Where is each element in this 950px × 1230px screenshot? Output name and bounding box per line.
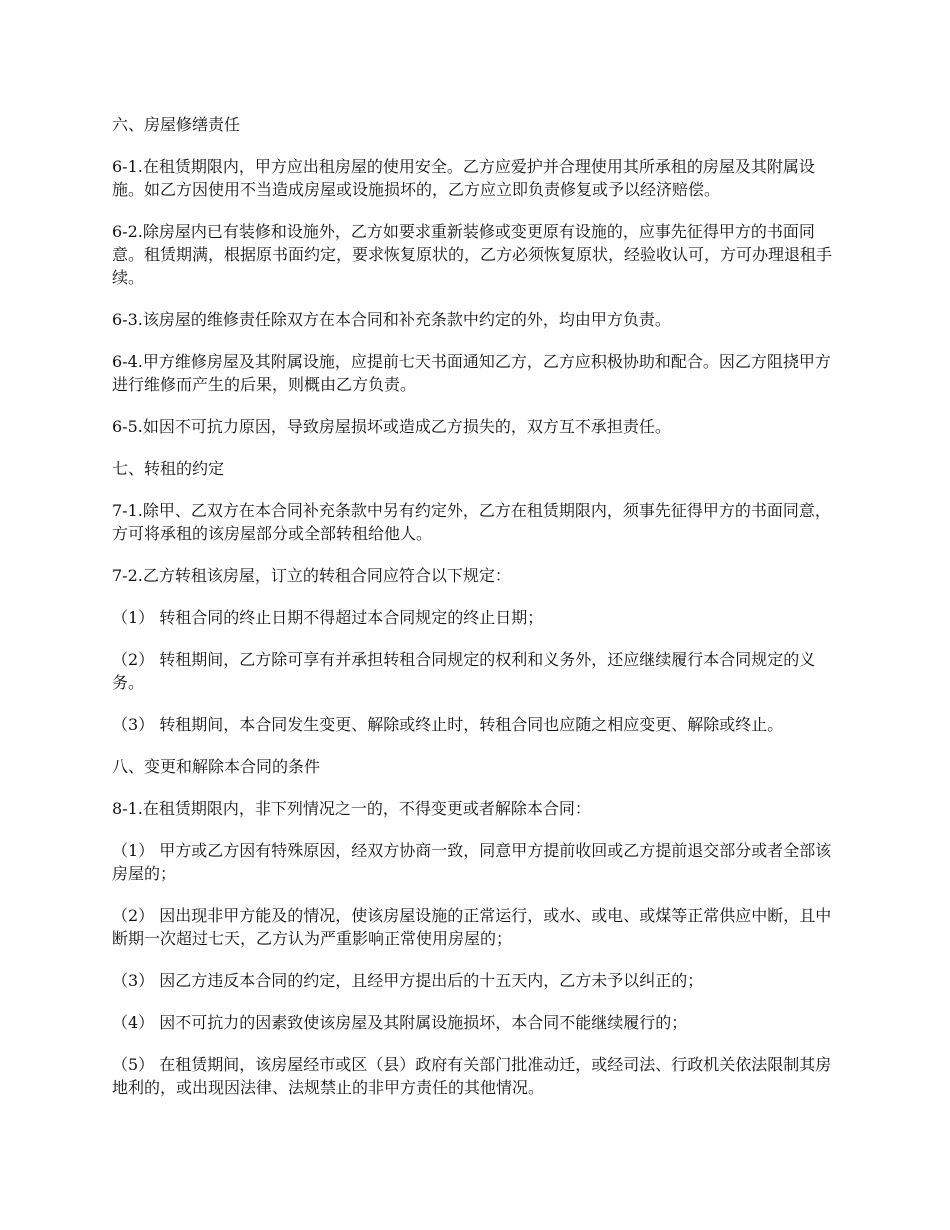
clause-7-2-item-1: （1） 转租合同的终止日期不得超过本合同规定的终止日期； <box>112 608 544 627</box>
clause-7-2: 7-2.乙方转租该房屋，订立的转租合同应符合以下规定： <box>112 566 511 585</box>
clause-8-1-item-1: （1） 甲方或乙方因有特殊原因，经双方协商一致，同意甲方提前收回或乙方提前退交部分或者全部该房屋的； <box>112 841 832 883</box>
clause-7-1: 7-1.除甲、乙双方在本合同补充条款中另有约定外，乙方在租赁期限内，须事先征得甲方的书面同意，方可将承租的该房屋部分或全部转租给他人。 <box>112 501 831 543</box>
clause-8-1: 8-1.在租赁期限内，非下列情况之一的，不得变更或者解除本合同： <box>112 799 591 818</box>
clause-6-5: 6-5.如因不可抗力原因，导致房屋损坏或造成乙方损失的，双方互不承担责任。 <box>112 417 671 436</box>
clause-8-1-item-2: （2） 因出现非甲方能及的情况，使该房屋设施的正常运行，或水、或电、或煤等正常供应中断，且中断期一次超过七天，乙方认为严重影响正常使用房屋的； <box>112 906 832 948</box>
clause-6-3: 6-3.该房屋的维修责任除双方在本合同和补充条款中约定的外，均由甲方负责。 <box>112 310 671 329</box>
clause-7-2-item-3: （3） 转租期间，本合同发生变更、解除或终止时，转租合同也应随之相应变更、解除或终止。 <box>112 715 784 734</box>
section-6-heading: 六、房屋修缮责任 <box>112 115 241 134</box>
clause-6-1: 6-1.在租赁期限内，甲方应出租房屋的使用安全。乙方应爱护并合理使用其所承租的房屋及其附属设施。如乙方因使用不当造成房屋或设施损坏的，乙方应立即负责修复或予以经济赔偿。 <box>112 157 815 199</box>
clause-8-1-item-3: （3） 因乙方违反本合同的约定，且经甲方提出后的十五天内，乙方未予以纠正的； <box>112 971 704 990</box>
clause-6-4: 6-4.甲方维修房屋及其附属设施，应提前七天书面通知乙方，乙方应积极协助和配合。因乙方阻挠甲方进行维修而产生的后果，则概由乙方负责。 <box>112 352 831 394</box>
clause-6-2: 6-2.除房屋内已有装修和设施外，乙方如要求重新装修或变更原有设施的，应事先征得甲方的书面同意。租赁期满，根据原书面约定，要求恢复原状的，乙方必须恢复原状，经验收认可，方可办理退租手续。 <box>112 222 833 287</box>
section-7-heading: 七、转租的约定 <box>112 459 225 478</box>
section-8-heading: 八、变更和解除本合同的条件 <box>112 757 321 776</box>
clause-7-2-item-2: （2） 转租期间，乙方除可享有并承担转租合同规定的权利和义务外，还应继续履行本合同规定的义务。 <box>112 650 816 692</box>
document-page <box>112 113 842 1118</box>
clause-8-1-item-5: （5） 在租赁期间，该房屋经市或区（县）政府有关部门批准动迁，或经司法、行政机关依法限制其房地利的，或出现因法律、法规禁止的非甲方责任的其他情况。 <box>112 1055 832 1097</box>
clause-8-1-item-4: （4） 因不可抗力的因素致使该房屋及其附属设施损坏，本合同不能继续履行的； <box>112 1013 688 1032</box>
